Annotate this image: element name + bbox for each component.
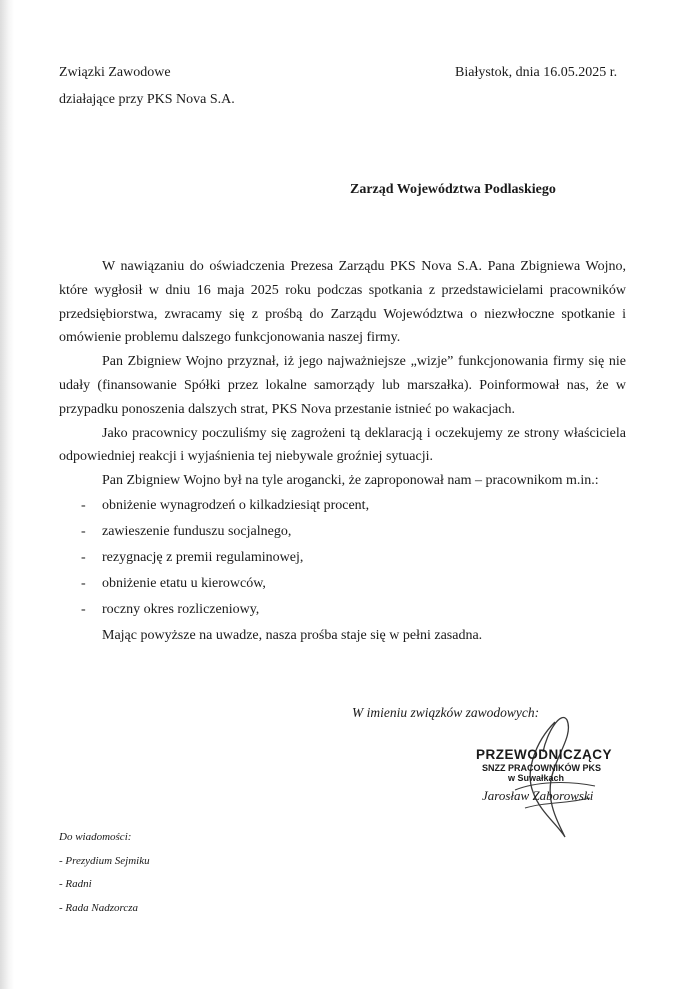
list-item-text: roczny okres rozliczeniowy, — [102, 601, 260, 617]
list-item-text: obniżenie etatu u kierowców, — [102, 575, 266, 591]
list-item — [59, 493, 626, 519]
signature-label: W imieniu związków zawodowych: — [352, 705, 540, 720]
place-date: Białystok, dnia 16.05.2025 r. — [455, 65, 618, 80]
list-item — [59, 519, 626, 545]
list-dash: - — [81, 523, 86, 539]
paragraph-1: W nawiązaniu do oświadczenia Prezesa Zarządu PKS Nova S.A. Pana Zbigniewa Wojno, które wygłosił w dniu 16 maja 2025 roku podczas spotkania z przedstawicielami pracowników przedsiębiorstwa, zwracamy się z prośbą do Zarządu Województwa o niezwłoczne spotkanie i omówienie problemu dalszego funkcjonowania naszej firmy. — [59, 259, 626, 346]
recipient: Zarząd Województwa Podlaskiego — [350, 182, 556, 197]
stamp-organization: SNZZ PRACOWNIKÓW PKS — [482, 763, 601, 773]
list-dash: - — [81, 575, 86, 591]
list-item — [59, 597, 626, 623]
list-item-text: zawieszenie funduszu socjalnego, — [102, 523, 292, 539]
stamp-name: Jarosław Zaborowski — [482, 788, 594, 803]
paragraph-2: Pan Zbigniew Wojno przyznał, iż jego najważniejsze „wizje” funkcjonowania firmy się nie udały (finansowanie Spółki przez lokalne samorządy lub marszałka). Poinformował nas, że w przypadku ponoszenia dalszych strat, PKS Nova przestanie istnieć po wakacjach. — [59, 354, 626, 417]
sender-block — [59, 59, 235, 113]
demands-list — [59, 493, 626, 623]
cc-item: - Radni — [59, 878, 92, 890]
scan-edge-shadow — [0, 0, 14, 989]
paragraph-3: Jako pracownicy poczuliśmy się zagrożeni tą deklaracją i oczekujemy ze strony właściciela odpowiedniej reakcji i wyjaśnienia tej niebywale groźniej sytuacji. — [59, 425, 626, 465]
list-item — [59, 571, 626, 597]
cc-item: - Rada Nadzorcza — [59, 901, 139, 914]
stamp-location: w Suwałkach — [508, 773, 565, 783]
list-item-text: rezygnację z premii regulaminowej, — [102, 549, 304, 565]
cc-heading: Do wiadomości: — [59, 831, 132, 843]
list-dash: - — [81, 497, 86, 513]
official-stamp — [472, 747, 632, 817]
list-item — [59, 545, 626, 571]
sender-line-1: Związki Zawodowe — [59, 65, 171, 80]
stamp-title: PRZEWODNICZĄCY — [476, 747, 612, 762]
cc-block — [59, 826, 150, 920]
list-dash: - — [81, 601, 86, 617]
letter-body — [59, 255, 626, 649]
closing-sentence: Mając powyższe na uwadze, nasza prośba staje się w pełni zasadna. — [102, 627, 483, 643]
sender-line-2: działające przy PKS Nova S.A. — [59, 92, 235, 107]
cc-item: - Prezydium Sejmiku — [59, 854, 150, 867]
paragraph-4: Pan Zbigniew Wojno był na tyle arogancki, że zaproponował nam – pracownikom m.in.: — [102, 473, 599, 489]
list-dash: - — [81, 549, 86, 565]
list-item-text: obniżenie wynagrodzeń o kilkadziesiąt procent, — [102, 497, 370, 513]
